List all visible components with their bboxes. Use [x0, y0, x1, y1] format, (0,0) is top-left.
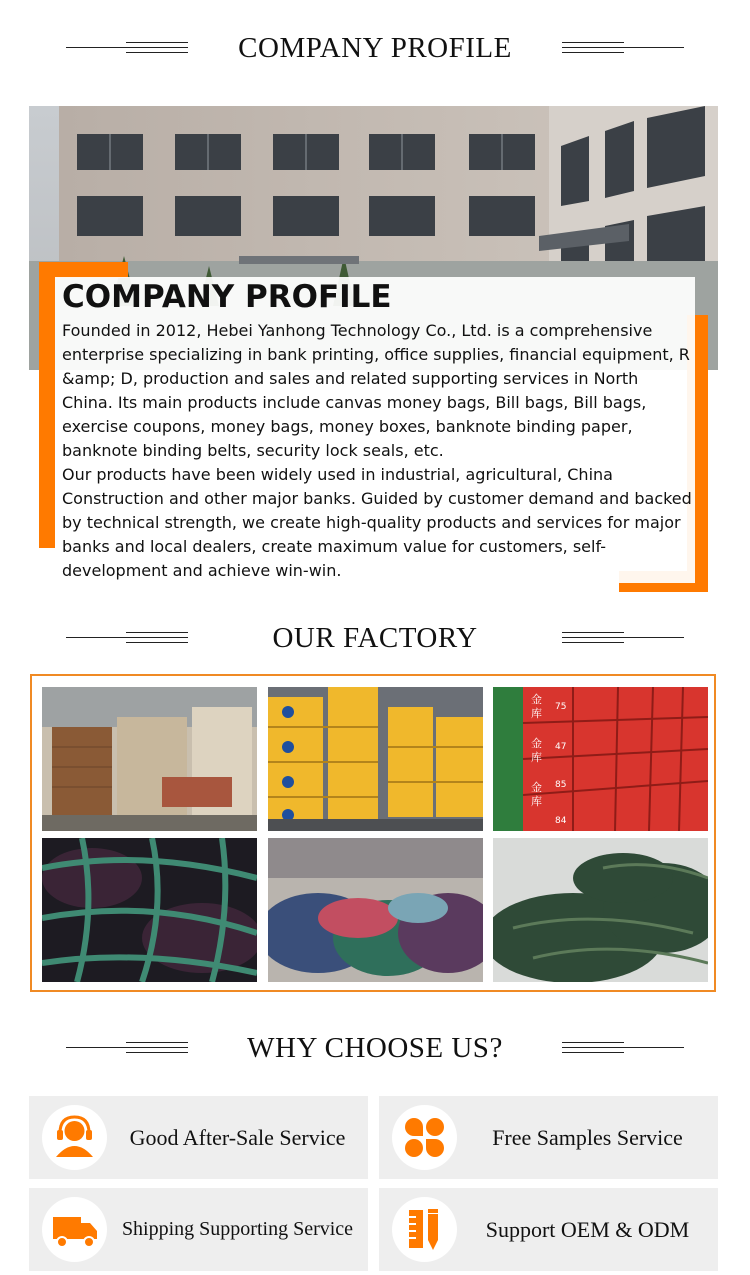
why-choose-us-title: WHY CHOOSE US? — [247, 1032, 503, 1064]
factory-photo-frame — [30, 674, 716, 992]
header-decoration-right — [562, 628, 684, 648]
company-profile-title: COMPANY PROFILE — [238, 32, 512, 64]
feature-after-sale-service — [29, 1096, 368, 1179]
orange-accent-left-side — [39, 262, 55, 548]
header-decoration-right — [562, 38, 684, 58]
headset-agent-icon — [42, 1105, 107, 1170]
feature-oem-odm — [379, 1188, 718, 1271]
factory-photo-paper-stacks — [42, 687, 257, 831]
header-decoration-right — [562, 1038, 684, 1058]
company-profile-textbox — [55, 277, 695, 583]
feature-label: Support OEM & ODM — [485, 1217, 690, 1242]
feature-label: Free Samples Service — [492, 1125, 683, 1150]
factory-photo-colored-bag-piles — [268, 838, 483, 982]
ruler-pencil-icon — [392, 1197, 457, 1262]
vault-box-number: 85 — [555, 780, 567, 790]
factory-photo-red-vault-boxes — [493, 687, 708, 831]
delivery-truck-icon — [42, 1197, 107, 1262]
vault-box-char: 库 — [531, 795, 542, 808]
our-factory-title: OUR FACTORY — [272, 622, 478, 654]
feature-shipping-support — [29, 1188, 368, 1271]
feature-label: Shipping Supporting Service — [121, 1218, 354, 1240]
feature-free-samples — [379, 1096, 718, 1179]
company-profile-header — [0, 28, 750, 68]
vault-box-number: 84 — [555, 816, 567, 826]
vault-box-char: 金 — [531, 781, 542, 794]
vault-box-number: 75 — [555, 702, 567, 712]
vault-box-number: 47 — [555, 742, 567, 752]
why-choose-us-header — [0, 1028, 750, 1068]
factory-photo-yellow-boxes — [268, 687, 483, 831]
company-profile-body — [62, 319, 694, 583]
company-profile-paragraph-1: Founded in 2012, Hebei Yanhong Technology Co., Ltd. is a comprehensive enterprise specializing in bank printing, office supplies, financial equipment, R &amp; D, production and sales and related supporting services in North China. Its main products include canvas money bags, Bill bags, Bill bags, exercise coupons, money bags, money boxes, banknote binding paper, banknote binding belts, security lock seals, etc. — [62, 321, 690, 460]
vault-box-char: 金 — [531, 693, 542, 706]
vault-box-char: 库 — [531, 751, 542, 764]
four-petal-grid-icon — [392, 1105, 457, 1170]
vault-box-char: 库 — [531, 707, 542, 720]
vault-box-char: 金 — [531, 737, 542, 750]
feature-label: Good After-Sale Service — [129, 1125, 346, 1150]
factory-photo-green-bags — [493, 838, 708, 982]
our-factory-header — [0, 618, 750, 658]
factory-photo-bags-straps — [42, 838, 257, 982]
company-profile-box-heading: COMPANY PROFILE — [62, 279, 392, 315]
company-profile-paragraph-2: Our products have been widely used in industrial, agricultural, China Construction and other major banks. Guided by customer demand and backed by technical strength, we create high-quality products and services for major banks and local dealers, create maximum value for customers, self-development and achieve win-win. — [62, 465, 692, 580]
